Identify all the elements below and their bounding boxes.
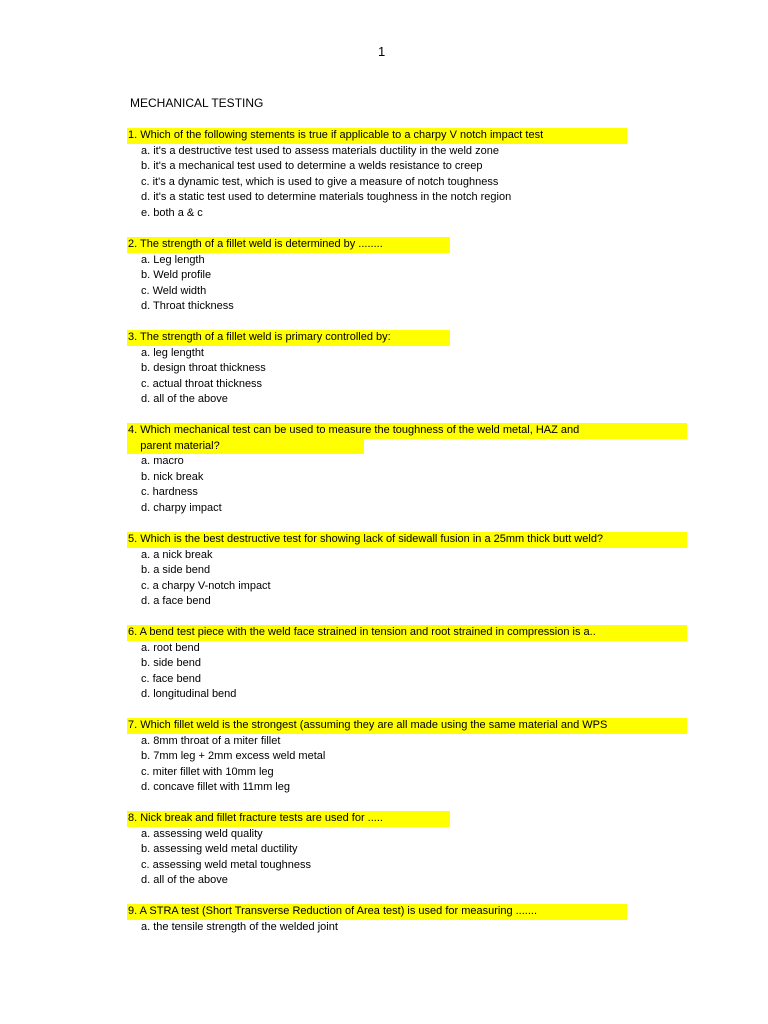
option-c: c. a charpy V-notch impact bbox=[141, 579, 271, 592]
question-stem: 8. Nick break and fillet fracture tests are used for ..... bbox=[127, 811, 450, 827]
question-stem: 5. Which is the best destructive test for showing lack of sidewall fusion in a 25mm thick butt weld? bbox=[127, 532, 687, 548]
option-c: c. face bend bbox=[141, 672, 201, 685]
option-d: d. all of the above bbox=[141, 874, 228, 886]
option-a: a. Leg length bbox=[141, 253, 205, 266]
option-list bbox=[127, 548, 687, 610]
option-c: c. Weld width bbox=[141, 284, 207, 297]
question-stem: 2. The strength of a fillet weld is determined by ........ bbox=[127, 237, 450, 253]
option-b: b. assessing weld metal ductility bbox=[141, 843, 298, 855]
option-c: c. hardness bbox=[141, 486, 198, 498]
question-stem-line-1: 4. Which mechanical test can be used to measure the toughness of the weld metal, HAZ and bbox=[127, 423, 687, 439]
option-list bbox=[127, 827, 450, 889]
option-b: b. Weld profile bbox=[141, 269, 212, 281]
option-b: b. side bend bbox=[141, 657, 201, 669]
page-number: 1 bbox=[378, 44, 386, 59]
option-d: d. charpy impact bbox=[141, 501, 222, 514]
option-a: a. leg lengtht bbox=[141, 346, 204, 359]
option-list bbox=[127, 454, 687, 516]
option-list bbox=[127, 641, 687, 703]
question-4 bbox=[127, 423, 687, 516]
option-d: d. longitudinal bend bbox=[141, 688, 237, 700]
option-b: b. design throat thickness bbox=[141, 362, 266, 374]
question-stem: 1. Which of the following stements is true if applicable to a charpy V notch impact test bbox=[127, 128, 627, 144]
question-stem: 9. A STRA test (Short Transverse Reduction of Area test) is used for measuring ....... bbox=[127, 904, 627, 920]
question-8 bbox=[127, 811, 450, 889]
option-d: d. concave fillet with 11mm leg bbox=[141, 781, 290, 793]
question-stem-line-2: parent material? bbox=[127, 439, 364, 455]
option-list bbox=[127, 144, 627, 222]
option-c: c. assessing weld metal toughness bbox=[141, 858, 311, 871]
option-a: a. the tensile strength of the welded joint bbox=[141, 920, 338, 933]
option-d: d. all of the above bbox=[141, 393, 228, 405]
question-stem: 7. Which fillet weld is the strongest (assuming they are all made using the same material and WPS bbox=[127, 718, 687, 734]
option-a: a. assessing weld quality bbox=[141, 827, 263, 840]
question-6 bbox=[127, 625, 687, 703]
question-9 bbox=[127, 904, 627, 935]
question-2 bbox=[127, 237, 450, 315]
question-stem: 3. The strength of a fillet weld is primary controlled by: bbox=[127, 330, 450, 346]
option-a: a. root bend bbox=[141, 641, 200, 654]
option-e: e. both a & c bbox=[141, 206, 203, 219]
option-d: d. a face bend bbox=[141, 595, 211, 607]
option-b: b. 7mm leg + 2mm excess weld metal bbox=[141, 750, 326, 762]
option-b: b. it's a mechanical test used to determine a welds resistance to creep bbox=[141, 160, 483, 172]
option-a: a. 8mm throat of a miter fillet bbox=[141, 734, 281, 747]
question-1 bbox=[127, 128, 627, 221]
option-d: d. it's a static test used to determine materials toughness in the notch region bbox=[141, 191, 512, 203]
option-list bbox=[127, 734, 687, 796]
question-5 bbox=[127, 532, 687, 610]
option-d: d. Throat thickness bbox=[141, 300, 234, 312]
question-3 bbox=[127, 330, 450, 408]
question-stem: 6. A bend test piece with the weld face strained in tension and root strained in compression is a.. bbox=[127, 625, 687, 641]
document-title: MECHANICAL TESTING bbox=[130, 96, 264, 110]
option-list bbox=[127, 346, 450, 408]
option-c: c. it's a dynamic test, which is used to give a measure of notch toughness bbox=[141, 175, 499, 188]
question-7 bbox=[127, 718, 687, 796]
option-b: b. nick break bbox=[141, 470, 204, 483]
option-c: c. miter fillet with 10mm leg bbox=[141, 765, 274, 778]
option-list bbox=[127, 253, 450, 315]
option-a: a. a nick break bbox=[141, 548, 213, 561]
option-a: a. macro bbox=[141, 455, 184, 467]
option-b: b. a side bend bbox=[141, 564, 211, 576]
option-a: a. it's a destructive test used to assess materials ductility in the weld zone bbox=[141, 144, 499, 157]
option-list bbox=[127, 920, 627, 936]
option-c: c. actual throat thickness bbox=[141, 377, 263, 390]
